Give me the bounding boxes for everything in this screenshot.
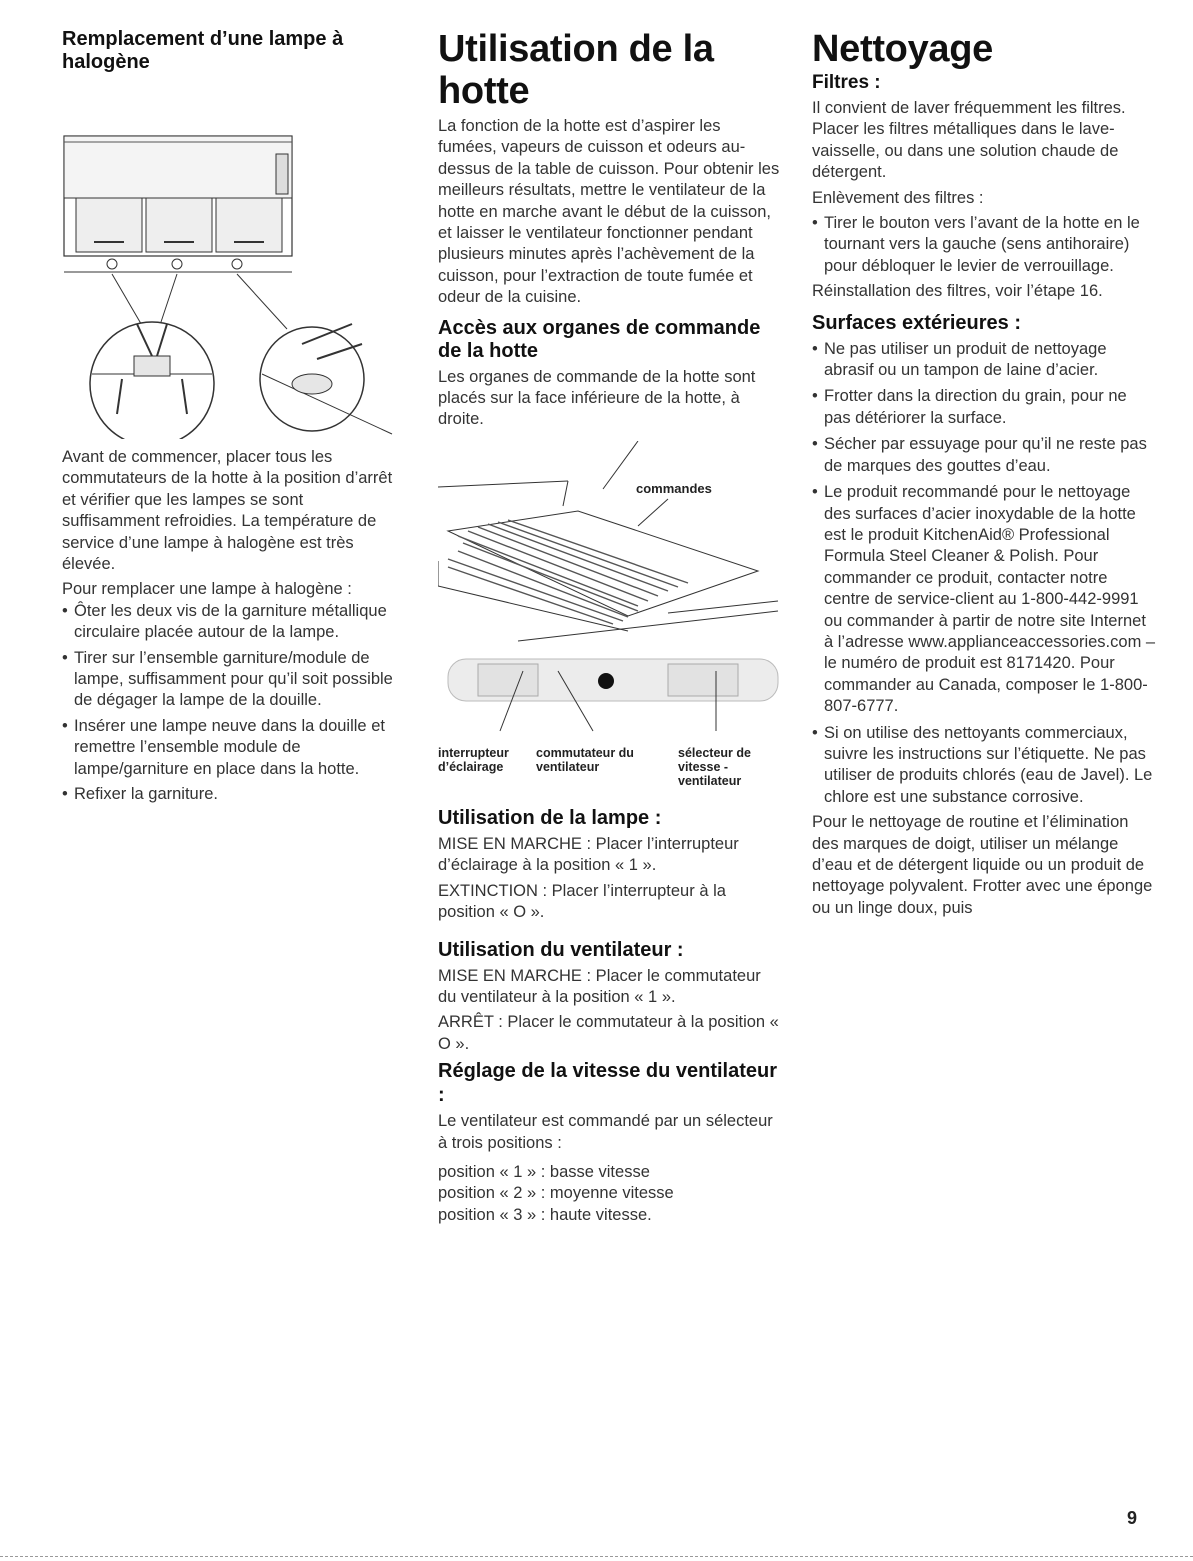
page-number: 9 xyxy=(1127,1508,1138,1528)
controls-labels xyxy=(438,746,783,798)
list-item: • Le produit recommandé pour le nettoyage des surfaces d’acier inoxydable de la hotte est le produit KitchenAid® Professional Formula Steel Cleaner & Polish. Pour commander ce produit, contacter notre centre de service-client au 1-800-442-9991 ou commander à partir de notre site Internet à l’adresse www.applianceaccessories.com – le numéro de produit est 8171420. Pour commander au Canada, composer le 1-800-807-6777. xyxy=(812,482,1157,717)
list-item: position « 2 » : moyenne vitesse xyxy=(438,1184,674,1203)
fan-usage-heading: Utilisation du ventilateur : xyxy=(438,938,684,961)
fan-off-text: ARRÊT : Placer le commutateur à la position « O ». xyxy=(438,1013,779,1053)
lamp-usage-heading: Utilisation de la lampe : xyxy=(438,806,662,829)
column-hood-usage xyxy=(438,28,783,1226)
lamp-lead-text: Pour remplacer une lampe à halogène : xyxy=(62,580,352,599)
list-item: • Ne pas utiliser un produit de nettoyage abrasif ou un tampon de laine d’acier. xyxy=(812,339,1157,382)
lamp-intro-paragraph: Avant de commencer, placer tous les commutateurs de la hotte à la position d’arrêt et vérifier que les lampes se sont suffisamment refroidies. La température de service d’une lampe à halogène est très élevée. xyxy=(62,448,393,574)
list-item: • Frotter dans la direction du grain, pour ne pas détériorer la surface. xyxy=(812,386,1157,429)
fan-switch-label: commutateur du ventilateur xyxy=(536,745,634,774)
hood-lamp-illustration xyxy=(62,94,402,439)
list-item: position « 1 » : basse vitesse xyxy=(438,1162,650,1181)
list-item: • Tirer le bouton vers l’avant de la hotte en le tournant vers la gauche (sens antihoraire) pour débloquer le levier de verrouillage. xyxy=(812,213,1157,277)
list-item: • Si on utilise des nettoyants commerciaux, suivre les instructions sur l’étiquette. Ne pas utiliser de produits chlorés (eau de Javel). Le chlore est une substance corrosive. xyxy=(812,723,1157,809)
lamp-replacement-heading: Remplacement d’une lampe à halogène xyxy=(62,28,344,73)
filter-removal-label: Enlèvement des filtres : xyxy=(812,188,984,207)
exterior-surfaces-heading: Surfaces extérieures : xyxy=(812,311,1022,334)
lamp-on-text: MISE EN MARCHE : Placer l’interrupteur d’éclairage à la position « 1 ». xyxy=(438,834,739,875)
controls-diagram xyxy=(438,441,783,786)
list-item: • Insérer une lampe neuve dans la douille et remettre l’ensemble module de lampe/garniture en place dans la hotte. xyxy=(62,716,402,780)
fan-speed-heading: Réglage de la vitesse du ventilateur : xyxy=(438,1060,778,1107)
commandes-label: commandes xyxy=(636,480,712,496)
column-cleaning xyxy=(812,28,1157,919)
filter-reinstall-text: Réinstallation des filtres, voir l’étape 16. xyxy=(812,282,1103,301)
hood-usage-title: Utilisation de la hotte xyxy=(438,28,714,112)
lamp-off-text: EXTINCTION : Placer l’interrupteur à la position « O ». xyxy=(438,881,726,922)
speed-selector-label: sélecteur de vitesse - ventilateur xyxy=(678,745,751,788)
list-item: • Tirer sur l’ensemble garniture/module de lampe, suffisamment pour qu’il soit possible de dégager la lampe de la douille. xyxy=(62,648,402,712)
list-item: • Refixer la garniture. xyxy=(62,784,402,805)
filters-text: Il convient de laver fréquemment les filtres. Placer les filtres métalliques dans le lave-vaisselle, ou dans une solution chaude de détergent. xyxy=(812,99,1126,182)
fan-on-text: MISE EN MARCHE : Placer le commutateur du ventilateur à la position « 1 ». xyxy=(438,966,761,1006)
hood-usage-intro: La fonction de la hotte est d’aspirer les fumées, vapeurs de cuisson et odeurs au-dessus de la table de cuisson. Pour obtenir les meilleurs résultats, mettre le ventilateur de la hotte en marche avant le début de la cuisson, et laisser le ventilateur fonctionner pendant plusieurs minutes après l’achèvement de la cuisson, pour l’extraction de toute fumée et odeur de la cuisine. xyxy=(438,117,780,307)
lamp-steps-list xyxy=(62,601,402,806)
list-item: • Sécher par essuyage pour qu’il ne reste pas de marques des gouttes d’eau. xyxy=(812,434,1157,477)
controls-access-text: Les organes de commande de la hotte sont placés sur la face inférieure de la hotte, à droite. xyxy=(438,367,756,429)
controls-access-heading: Accès aux organes de commande de la hotte xyxy=(438,316,761,362)
filters-heading: Filtres : xyxy=(812,72,881,93)
filter-removal-list xyxy=(812,213,1157,277)
speed-positions-list xyxy=(438,1162,783,1226)
light-switch-label: interrupteur d’éclairage xyxy=(438,745,509,774)
list-item: position « 3 » : haute vitesse. xyxy=(438,1205,652,1224)
column-lamp-replacement xyxy=(62,28,402,806)
list-item: • Ôter les deux vis de la garniture métallique circulaire placée autour de la lampe. xyxy=(62,601,402,644)
page-bottom-rule xyxy=(0,1556,1193,1558)
cleaning-title: Nettoyage xyxy=(812,28,994,70)
exterior-surfaces-list xyxy=(812,339,1157,809)
routine-cleaning-text: Pour le nettoyage de routine et l’élimination des marques de doigt, utiliser un mélange d’eau et de détergent liquide ou un produit de nettoyage polyvalent. Frotter avec une éponge ou un linge doux, puis xyxy=(812,813,1153,917)
fan-speed-text: Le ventilateur est commandé par un sélecteur à trois positions : xyxy=(438,1112,773,1152)
